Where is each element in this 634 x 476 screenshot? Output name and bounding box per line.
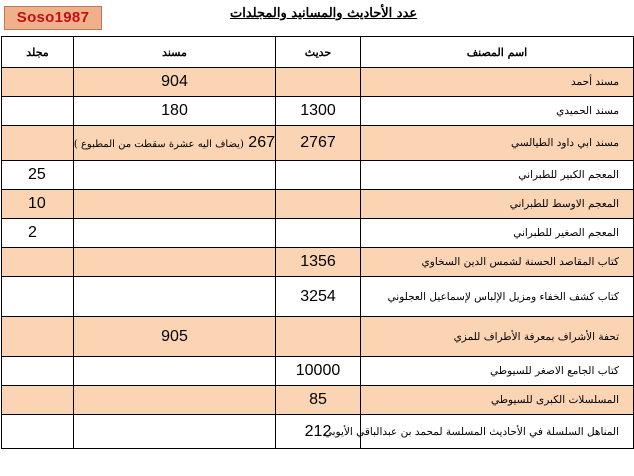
cell-musnad bbox=[74, 190, 276, 219]
cell-book-name: المعجم الصغير للطبراني bbox=[361, 219, 634, 248]
cell-book-name: المعجم الكبير للطبراني bbox=[361, 161, 634, 190]
table-row bbox=[2, 248, 634, 277]
table-row bbox=[2, 68, 634, 97]
cell-book-name: كتاب المقاصد الحسنة لشمس الدين السخاوي bbox=[361, 248, 634, 277]
cell-musnad bbox=[74, 277, 276, 317]
table-row bbox=[2, 386, 634, 415]
cell-hadith bbox=[276, 219, 361, 248]
header-name: اسم المصنف bbox=[361, 37, 634, 68]
cell-book-name: مسند الحميدي bbox=[361, 97, 634, 126]
cell-musnad bbox=[74, 415, 276, 449]
table-row bbox=[2, 219, 634, 248]
cell-volumes: 2 bbox=[2, 219, 74, 248]
cell-hadith: 3254 bbox=[276, 277, 361, 317]
cell-hadith bbox=[276, 317, 361, 357]
cell-hadith bbox=[276, 68, 361, 97]
table-row bbox=[2, 190, 634, 219]
header-volumes: مجلد bbox=[2, 37, 74, 68]
cell-hadith: 85 bbox=[276, 386, 361, 415]
musnad-value: 905 bbox=[161, 327, 188, 345]
cell-volumes bbox=[2, 97, 74, 126]
cell-volumes bbox=[2, 415, 74, 449]
musnad-note: (يضاف اليه عشرة سقطت من المطبوع ) bbox=[73, 139, 244, 150]
cell-hadith: 1356 bbox=[276, 248, 361, 277]
cell-musnad bbox=[74, 248, 276, 277]
cell-hadith: 1300 bbox=[276, 97, 361, 126]
cell-musnad bbox=[74, 219, 276, 248]
cell-volumes bbox=[2, 357, 74, 386]
header-hadith: حديث bbox=[276, 37, 361, 68]
cell-musnad bbox=[74, 161, 276, 190]
table-row bbox=[2, 97, 634, 126]
musnad-value: 267 bbox=[248, 134, 275, 151]
cell-musnad bbox=[74, 386, 276, 415]
cell-hadith: 10000 bbox=[276, 357, 361, 386]
cell-musnad bbox=[74, 68, 276, 97]
watermark-badge: Soso1987 bbox=[4, 6, 102, 30]
cell-volumes bbox=[2, 126, 74, 161]
header-musnad: مسند bbox=[74, 37, 276, 68]
table-row bbox=[2, 415, 634, 449]
table-header-row bbox=[2, 37, 634, 68]
table-row bbox=[2, 126, 634, 161]
hadith-table bbox=[1, 36, 634, 449]
cell-volumes bbox=[2, 386, 74, 415]
table-row bbox=[2, 277, 634, 317]
cell-musnad bbox=[74, 126, 276, 161]
cell-volumes: 10 bbox=[2, 190, 74, 219]
cell-volumes bbox=[2, 68, 74, 97]
cell-hadith bbox=[276, 161, 361, 190]
cell-volumes bbox=[2, 317, 74, 357]
cell-hadith: 2767 bbox=[276, 126, 361, 161]
cell-hadith bbox=[276, 190, 361, 219]
cell-book-name: كتاب الجامع الاصغر للسيوطي bbox=[361, 357, 634, 386]
cell-book-name: مسند ابي داود الطيالسي bbox=[361, 126, 634, 161]
cell-book-name: تحفة الأشراف بمعرفة الأطراف للمزي bbox=[361, 317, 634, 357]
cell-book-name: المعجم الاوسط للطبراني bbox=[361, 190, 634, 219]
cell-book-name: المسلسلات الكبرى للسيوطي bbox=[361, 386, 634, 415]
table-row bbox=[2, 317, 634, 357]
cell-musnad bbox=[74, 97, 276, 126]
cell-book-name: مسند أحمد bbox=[361, 68, 634, 97]
cell-volumes bbox=[2, 248, 74, 277]
cell-volumes: 25 bbox=[2, 161, 74, 190]
cell-hadith: 212 bbox=[276, 415, 361, 449]
cell-musnad bbox=[74, 357, 276, 386]
table-row bbox=[2, 357, 634, 386]
cell-book-name: كتاب كشف الخفاء ومزيل الإلباس لإسماعيل العجلوني bbox=[361, 277, 634, 317]
musnad-value: 904 bbox=[161, 73, 188, 90]
musnad-value: 180 bbox=[161, 102, 188, 119]
cell-volumes bbox=[2, 277, 74, 317]
cell-book-name: المناهل السلسلة في الأحاديث المسلسة لمحمد بن عبدالباقي الأيوبي bbox=[361, 415, 634, 449]
cell-musnad bbox=[74, 317, 276, 357]
page-title: عدد الأحاديث والمسانيد والمجلدات bbox=[230, 6, 418, 21]
table-row bbox=[2, 161, 634, 190]
